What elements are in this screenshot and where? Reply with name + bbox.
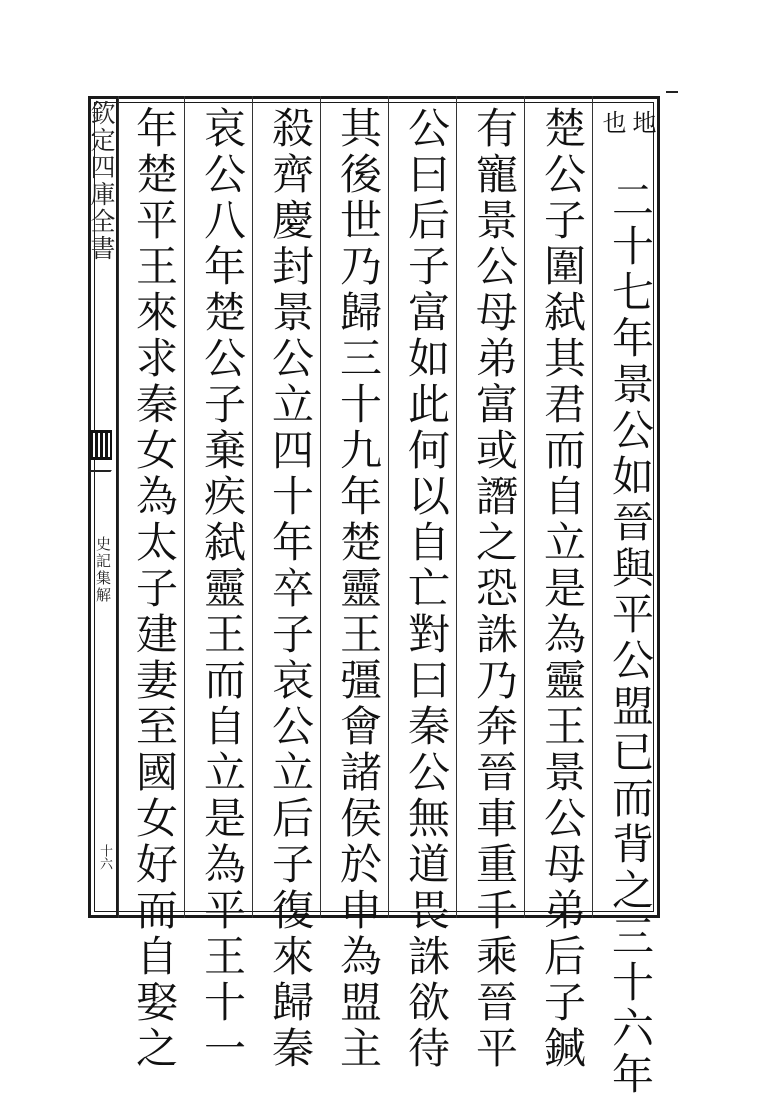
fish-tail-ornament-stroke [88, 462, 117, 472]
text-column-2 [524, 96, 592, 1072]
edge-page-number: 十六 [97, 844, 112, 870]
text-column-5 [320, 96, 388, 1072]
column-7-text: 哀公八年楚公子棄疾弑靈王而自立是為平王十一 [198, 106, 247, 1072]
column-2-text: 楚公子圍弑其君而自立是為靈王景公母弟后子鍼 [538, 106, 587, 1072]
text-column-1 [592, 96, 660, 1098]
column-8-text: 年楚平王來求秦女為太子建妻至國女好而自娶之 [130, 106, 179, 1072]
edge-strip [88, 96, 118, 918]
text-column-7 [184, 96, 252, 1072]
text-column-8 [118, 96, 184, 1072]
text-column-4 [388, 96, 456, 1072]
edge-title: 欽定四庫全書 [87, 100, 116, 262]
column-3-text: 有寵景公母弟富或譖之恐誅乃奔晉車重千乘晉平 [470, 106, 519, 1072]
text-column-3 [456, 96, 524, 1072]
column-1-note-left: 也 [598, 110, 626, 134]
column-1-note-right: 地 [628, 110, 656, 134]
stray-mark [666, 91, 678, 93]
column-4-text: 公曰后子富如此何以自亡對曰秦公無道畏誅欲待 [402, 106, 451, 1072]
edge-book-title: 史記集解 [94, 536, 112, 604]
column-5-text: 其後世乃歸三十九年楚靈王彊會諸侯於申為盟主 [334, 106, 383, 1072]
fish-tail-ornament [90, 430, 112, 460]
column-1-text: 二十七年景公如晉與平公盟已而背之三十六年 [606, 178, 655, 1098]
text-column-6 [252, 96, 320, 1072]
column-6-text: 殺齊慶封景公立四十年卒子哀公立后子復來歸秦 [266, 106, 315, 1072]
